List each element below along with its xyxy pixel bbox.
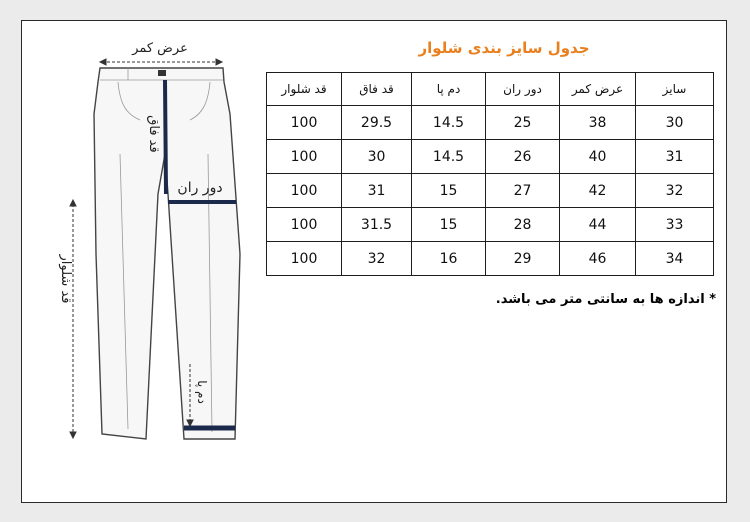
header-rise: قد فاق [342, 73, 412, 106]
header-waist: عرض کمر [560, 73, 636, 106]
rise-label: قد فاق [146, 115, 161, 153]
table-cell: 15 [412, 174, 486, 208]
table-cell: 31.5 [342, 208, 412, 242]
table-cell: 100 [267, 208, 342, 242]
header-length: قد شلوار [267, 73, 342, 106]
header-size: سایز [636, 73, 714, 106]
table-cell: 15 [412, 208, 486, 242]
table-cell: 46 [560, 242, 636, 276]
hem-label: دم پا [195, 380, 209, 404]
table-cell: 38 [560, 106, 636, 140]
table-cell: 30 [636, 106, 714, 140]
waist-label: عرض کمر [132, 41, 188, 56]
table-cell: 34 [636, 242, 714, 276]
table-cell: 29.5 [342, 106, 412, 140]
length-label: قد شلوار [58, 254, 73, 304]
thigh-label: دور ران [177, 180, 223, 196]
table-cell: 31 [342, 174, 412, 208]
table-cell: 100 [267, 174, 342, 208]
table-cell: 27 [486, 174, 560, 208]
table-cell: 14.5 [412, 140, 486, 174]
table-header-row [267, 73, 714, 106]
table-cell: 32 [636, 174, 714, 208]
table-cell: 31 [636, 140, 714, 174]
table-cell: 28 [486, 208, 560, 242]
table-cell: 33 [636, 208, 714, 242]
rise-measure-line [165, 80, 166, 194]
table-cell: 25 [486, 106, 560, 140]
table-cell: 16 [412, 242, 486, 276]
pants-diagram [40, 34, 250, 444]
table-cell: 29 [486, 242, 560, 276]
table-row [267, 242, 714, 276]
header-thigh: دور ران [486, 73, 560, 106]
table-row [267, 174, 714, 208]
table-cell: 100 [267, 106, 342, 140]
table-cell: 100 [267, 242, 342, 276]
table-cell: 42 [560, 174, 636, 208]
chart-title: جدول سایز بندی شلوار [418, 39, 590, 57]
table-row [267, 208, 714, 242]
length-measure-arrow [70, 200, 76, 438]
table-row [267, 106, 714, 140]
table-cell: 32 [342, 242, 412, 276]
table-cell: 44 [560, 208, 636, 242]
waist-measure-arrow [100, 59, 222, 65]
table-cell: 30 [342, 140, 412, 174]
table-cell: 14.5 [412, 106, 486, 140]
table-cell: 40 [560, 140, 636, 174]
unit-note: * اندازه ها به سانتی متر می باشد. [495, 292, 716, 307]
table-cell: 26 [486, 140, 560, 174]
table-row [267, 140, 714, 174]
table-cell: 100 [267, 140, 342, 174]
header-hem: دم پا [412, 73, 486, 106]
size-table [266, 72, 714, 276]
